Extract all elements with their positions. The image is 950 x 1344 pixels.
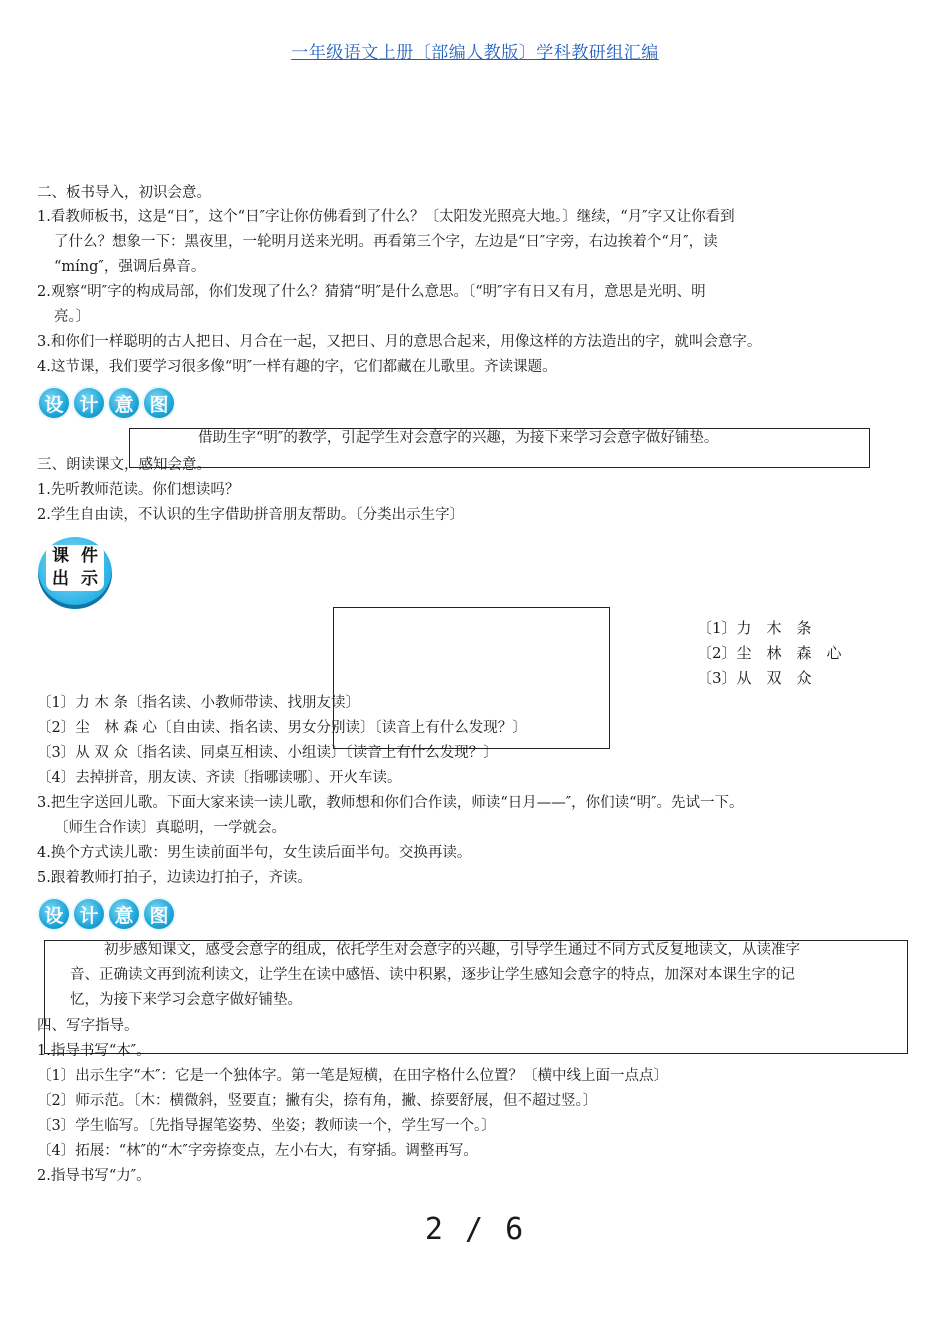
section2-line: “míng″，强调后鼻音。 (54, 259, 206, 275)
courseware-char: 示 (81, 569, 98, 589)
badge-char: 图 (142, 897, 176, 931)
badge-char: 设 (37, 386, 71, 420)
courseware-badge (38, 537, 112, 609)
badge-char: 图 (142, 386, 176, 420)
section2-heading: 二、板书导入，初识会意。 (37, 185, 211, 201)
header-title-link[interactable]: 一年级语文上册〔部编人教版〕学科教研组汇编 (291, 43, 659, 63)
section4-line: 〔2〕师示范。〔木：横微斜，竖要直；撇有尖，捺有角，撇、捺要舒展，但不超过竖。〕 (37, 1093, 598, 1109)
courseware-char: 课 (52, 546, 69, 566)
reading-line: 5.跟着教师打拍子，边读边打拍子，齐读。 (37, 870, 312, 886)
section2-line: 亮。〕 (54, 309, 91, 325)
section3-line: 2.学生自由读，不认识的生字借助拼音朋友帮助。〔分类出示生字〕 (37, 507, 465, 523)
reading-line: 〔3〕从 双 众〔指名读、同桌互相读、小组读〕〔读音上有什么发现？〕 (37, 745, 498, 761)
reading-line: 〔2〕尘 林 森 心〔自由读、指名读、男女分别读〕〔读音上有什么发现？〕 (37, 720, 527, 736)
design-intent-badge (37, 386, 176, 420)
reading-line: 〔1〕力 木 条〔指名读、小教师带读、找朋友读〕 (37, 695, 360, 711)
design-intent-text: 初步感知课文，感受会意字的组成，依托学生对会意字的兴趣，引导学生通过不同方式反复地读文，从读准字 (104, 942, 800, 958)
char-group: 〔2〕尘 林 森 心 (697, 644, 842, 662)
badge-char: 计 (72, 897, 106, 931)
section2-line: 2.观察“明″字的构成局部，你们发现了什么？猜猜“明″是什么意思。〔“明″字有日又有月，意思是光明、明 (37, 284, 706, 300)
char-group: 〔1〕力 木 条 (697, 619, 812, 637)
design-intent-text: 音、正确读文再到流利读文，让学生在读中感悟、读中积累，逐步让学生感知会意字的特点，加深对本课生字的记 (70, 967, 795, 983)
reading-line: 3.把生字送回儿歌。下面大家来读一读儿歌，教师想和你们合作读，师读“日月——″，你们读“明″。先试一下。 (37, 795, 744, 811)
courseware-char: 出 (52, 569, 69, 589)
reading-line: 4.换个方式读儿歌：男生读前面半句，女生读后面半句。交换再读。 (37, 845, 472, 861)
section2-line: 4.这节课，我们要学习很多像“明″一样有趣的字，它们都藏在儿歌里。齐读课题。 (37, 359, 557, 375)
section4-line: 〔3〕学生临写。〔先指导握笔姿势、坐姿；教师读一个，学生写一个。〕 (37, 1118, 496, 1134)
reading-line: 〔4〕去掉拼音，朋友读、齐读〔指哪读哪〕、开火车读。 (37, 770, 402, 786)
badge-char: 意 (107, 897, 141, 931)
courseware-char: 件 (81, 546, 98, 566)
reading-line: 〔师生合作读〕真聪明，一学就会。 (54, 820, 286, 836)
badge-char: 设 (37, 897, 71, 931)
design-intent-badge (37, 897, 176, 931)
section4-line: 〔4〕拓展：“林″的“木″字旁捺变点，左小右大，有穿插。调整再写。 (37, 1143, 478, 1159)
section4-line: 〔1〕出示生字“木″：它是一个独体字。第一笔是短横，在田字格什么位置？〔横中线上面一点点〕 (37, 1068, 669, 1084)
section3-heading: 三、朗读课文，感知会意。 (37, 457, 211, 473)
badge-char: 计 (72, 386, 106, 420)
section2-line: 了什么？想象一下：黑夜里，一轮明月送来光明。再看第三个字，左边是“日″字旁，右边挨着个“月″，读 (54, 234, 718, 250)
design-intent-text: 借助生字“明″的教学，引起学生对会意字的兴趣，为接下来学习会意字做好铺垫。 (198, 430, 719, 446)
section4-line: 2.指导书写“力″。 (37, 1168, 151, 1184)
badge-char: 意 (107, 386, 141, 420)
section4-heading: 四、写字指导。 (37, 1018, 139, 1034)
design-intent-text: 忆，为接下来学习会意字做好铺垫。 (70, 992, 302, 1008)
section4-line: 1.指导书写“木″。 (37, 1043, 151, 1059)
section2-line: 1.看教师板书，这是“日″，这个“日″字让你仿佛看到了什么？〔太阳发光照亮大地。〕继续，“月″字又让你看到 (37, 209, 735, 225)
page-number: 2 / 6 (424, 1212, 526, 1247)
section3-line: 1.先听教师范读。你们想读吗？ (37, 482, 240, 498)
char-group: 〔3〕从 双 众 (697, 669, 812, 687)
section2-line: 3.和你们一样聪明的古人把日、月合在一起，又把日、月的意思合起来，用像这样的方法造出的字，就叫会意字。 (37, 334, 762, 350)
